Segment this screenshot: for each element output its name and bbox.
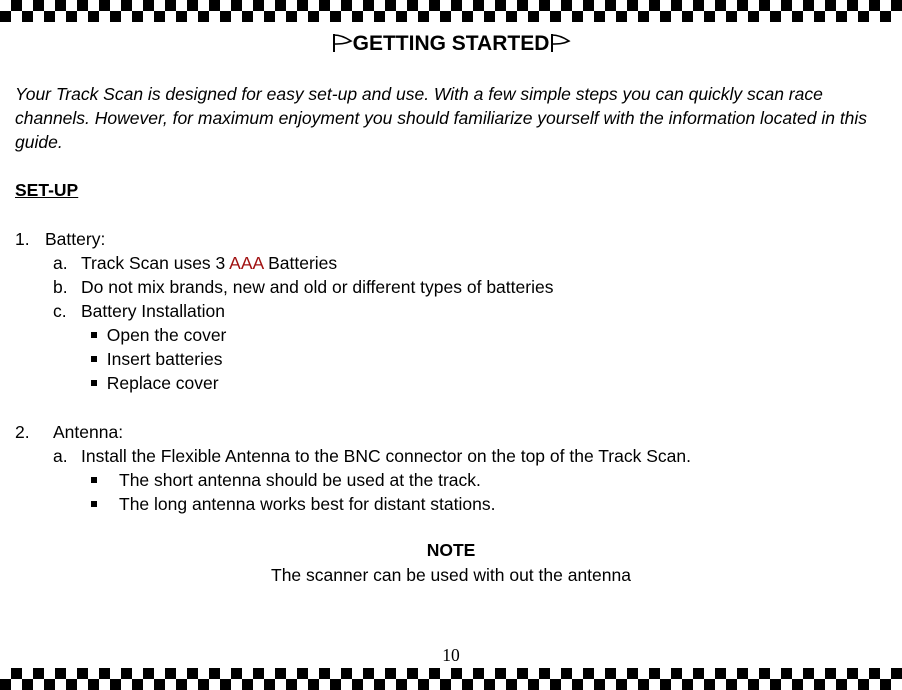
antenna-item [15,421,123,443]
battery-step-text: Open the cover [106,325,227,345]
battery-a-pre: Track Scan uses 3 [81,253,230,273]
setup-heading: SET-UP [15,180,79,200]
antenna-a-text: Install the Flexible Antenna to the BNC connector on the top of the Track Scan. [81,446,691,466]
battery-sub-a [53,252,337,274]
battery-type-highlight: AAA [229,253,264,273]
list-item [91,372,219,394]
list-item [91,324,226,346]
antenna-point-text: The long antenna works best for distant stations. [119,494,496,514]
battery-sub-c [53,300,225,322]
square-bullet-icon [91,356,97,362]
battery-item [15,228,105,250]
battery-sub-b [53,276,553,298]
note-text: The scanner can be used with out the antenna [271,565,631,585]
note-title: NOTE [426,540,476,560]
list-item [91,493,495,515]
battery-step-text: Insert batteries [106,349,223,369]
page-title [0,31,902,57]
list-marker: a. [53,446,68,466]
list-marker: c. [53,301,67,321]
battery-c-text: Battery Installation [81,301,225,321]
intro-paragraph: Your Track Scan is designed for easy set-up and use. With a few simple steps you can quickly scan race channels. However, for maximum enjoyment you should familiarize yourself with the information located in this guide. [15,84,868,152]
list-marker: b. [53,277,68,297]
antenna-label: Antenna: [53,422,124,442]
battery-step-text: Replace cover [106,373,219,393]
list-item [91,469,481,491]
square-bullet-icon [91,477,97,483]
pennant-flag-icon [331,33,353,53]
list-number: 1. [15,229,30,249]
pennant-flag-icon [549,33,571,53]
battery-label: Battery: [45,229,106,249]
list-item [91,348,222,370]
battery-b-text: Do not mix brands, new and old or different types of batteries [81,277,554,297]
page-number: 10 [442,645,460,665]
checkered-border-top [0,0,902,22]
square-bullet-icon [91,332,97,338]
checkered-border-bottom [0,668,902,690]
square-bullet-icon [91,380,97,386]
antenna-point-text: The short antenna should be used at the track. [119,470,481,490]
battery-a-post: Batteries [263,253,338,273]
antenna-sub-a [53,445,691,467]
square-bullet-icon [91,501,97,507]
page-title-text: GETTING STARTED [352,32,550,55]
list-number: 2. [15,422,30,442]
list-marker: a. [53,253,68,273]
